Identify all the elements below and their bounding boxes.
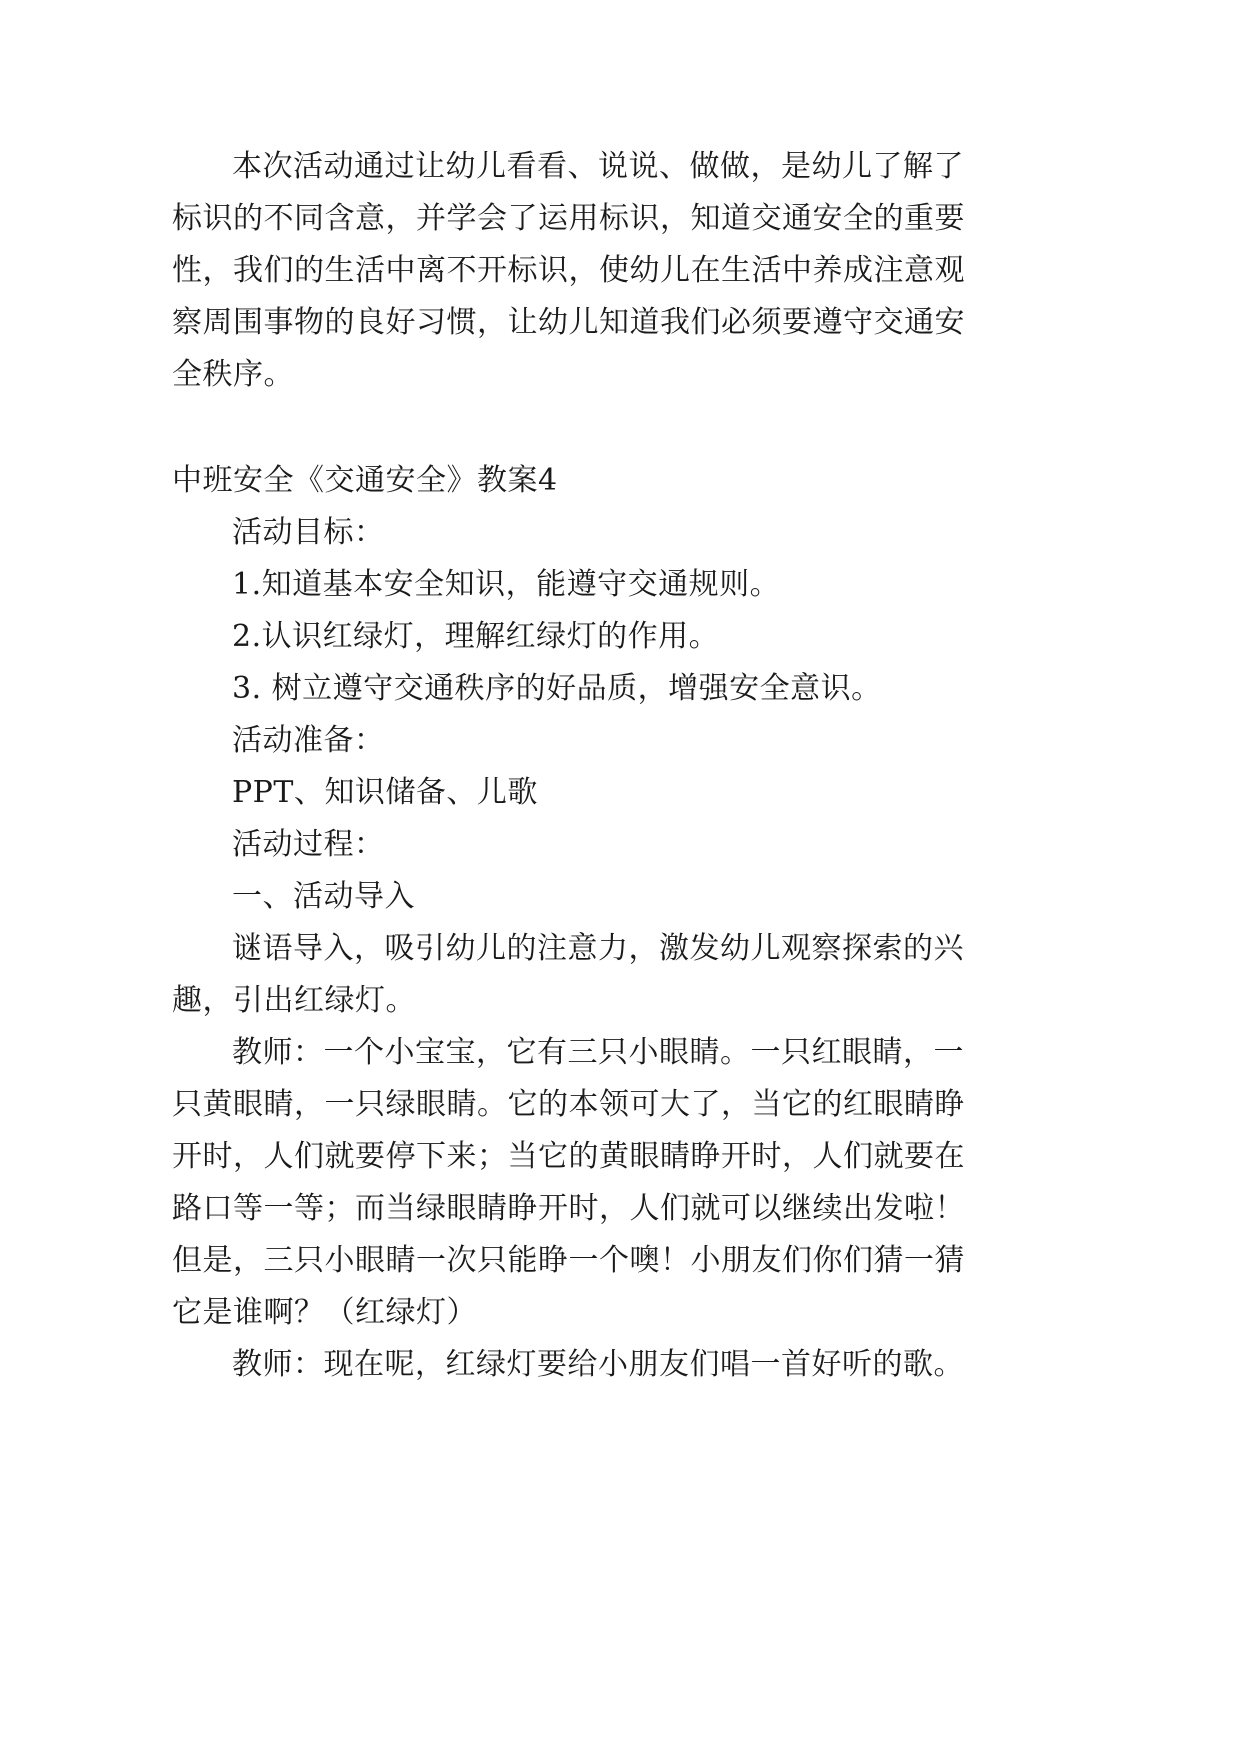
teacher-line: 路口等一等；而当绿眼睛睁开时，人们就可以继续出发啦！ — [172, 1191, 965, 1226]
teacher-line: 但是，三只小眼睛一次只能睁一个噢！小朋友们你们猜一猜 — [172, 1243, 965, 1278]
intro-line: 趣，引出红绿灯。 — [172, 983, 416, 1018]
process-heading: 活动过程： — [232, 827, 385, 862]
prep-heading: 活动准备： — [232, 723, 385, 758]
goal-item: 2.认识红绿灯，理解红绿灯的作用。 — [232, 619, 720, 654]
intro-line: 谜语导入，吸引幼儿的注意力，激发幼儿观察探索的兴 — [232, 931, 964, 966]
goal-item: 3. 树立遵守交通秩序的好品质，增强安全意识。 — [232, 671, 882, 706]
section-title: 中班安全《交通安全》教案4 — [172, 463, 558, 498]
teacher-line: 它是谁啊？（红绿灯） — [172, 1295, 477, 1330]
teacher-line: 开时，人们就要停下来；当它的黄眼睛睁开时，人们就要在 — [172, 1139, 965, 1174]
teacher-line: 只黄眼睛，一只绿眼睛。它的本领可大了，当它的红眼睛睁 — [172, 1087, 965, 1122]
step1-heading: 一、活动导入 — [232, 879, 415, 914]
teacher-line: 教师：现在呢，红绿灯要给小朋友们唱一首好听的歌。 — [232, 1347, 964, 1382]
summary-line: 性，我们的生活中离不开标识，使幼儿在生活中养成注意观 — [172, 253, 965, 288]
goal-item: 1.知道基本安全知识，能遵守交通规则。 — [232, 567, 781, 602]
teacher-line: 教师：一个小宝宝，它有三只小眼睛。一只红眼睛，一 — [232, 1035, 964, 1070]
summary-line: 本次活动通过让幼儿看看、说说、做做，是幼儿了解了 — [232, 149, 964, 184]
summary-line: 标识的不同含意，并学会了运用标识，知道交通安全的重要 — [172, 201, 965, 236]
goals-heading: 活动目标： — [232, 515, 385, 550]
summary-line: 全秩序。 — [172, 357, 294, 392]
summary-line: 察周围事物的良好习惯，让幼儿知道我们必须要遵守交通安 — [172, 305, 965, 340]
prep-text: PPT、知识储备、儿歌 — [232, 775, 538, 810]
